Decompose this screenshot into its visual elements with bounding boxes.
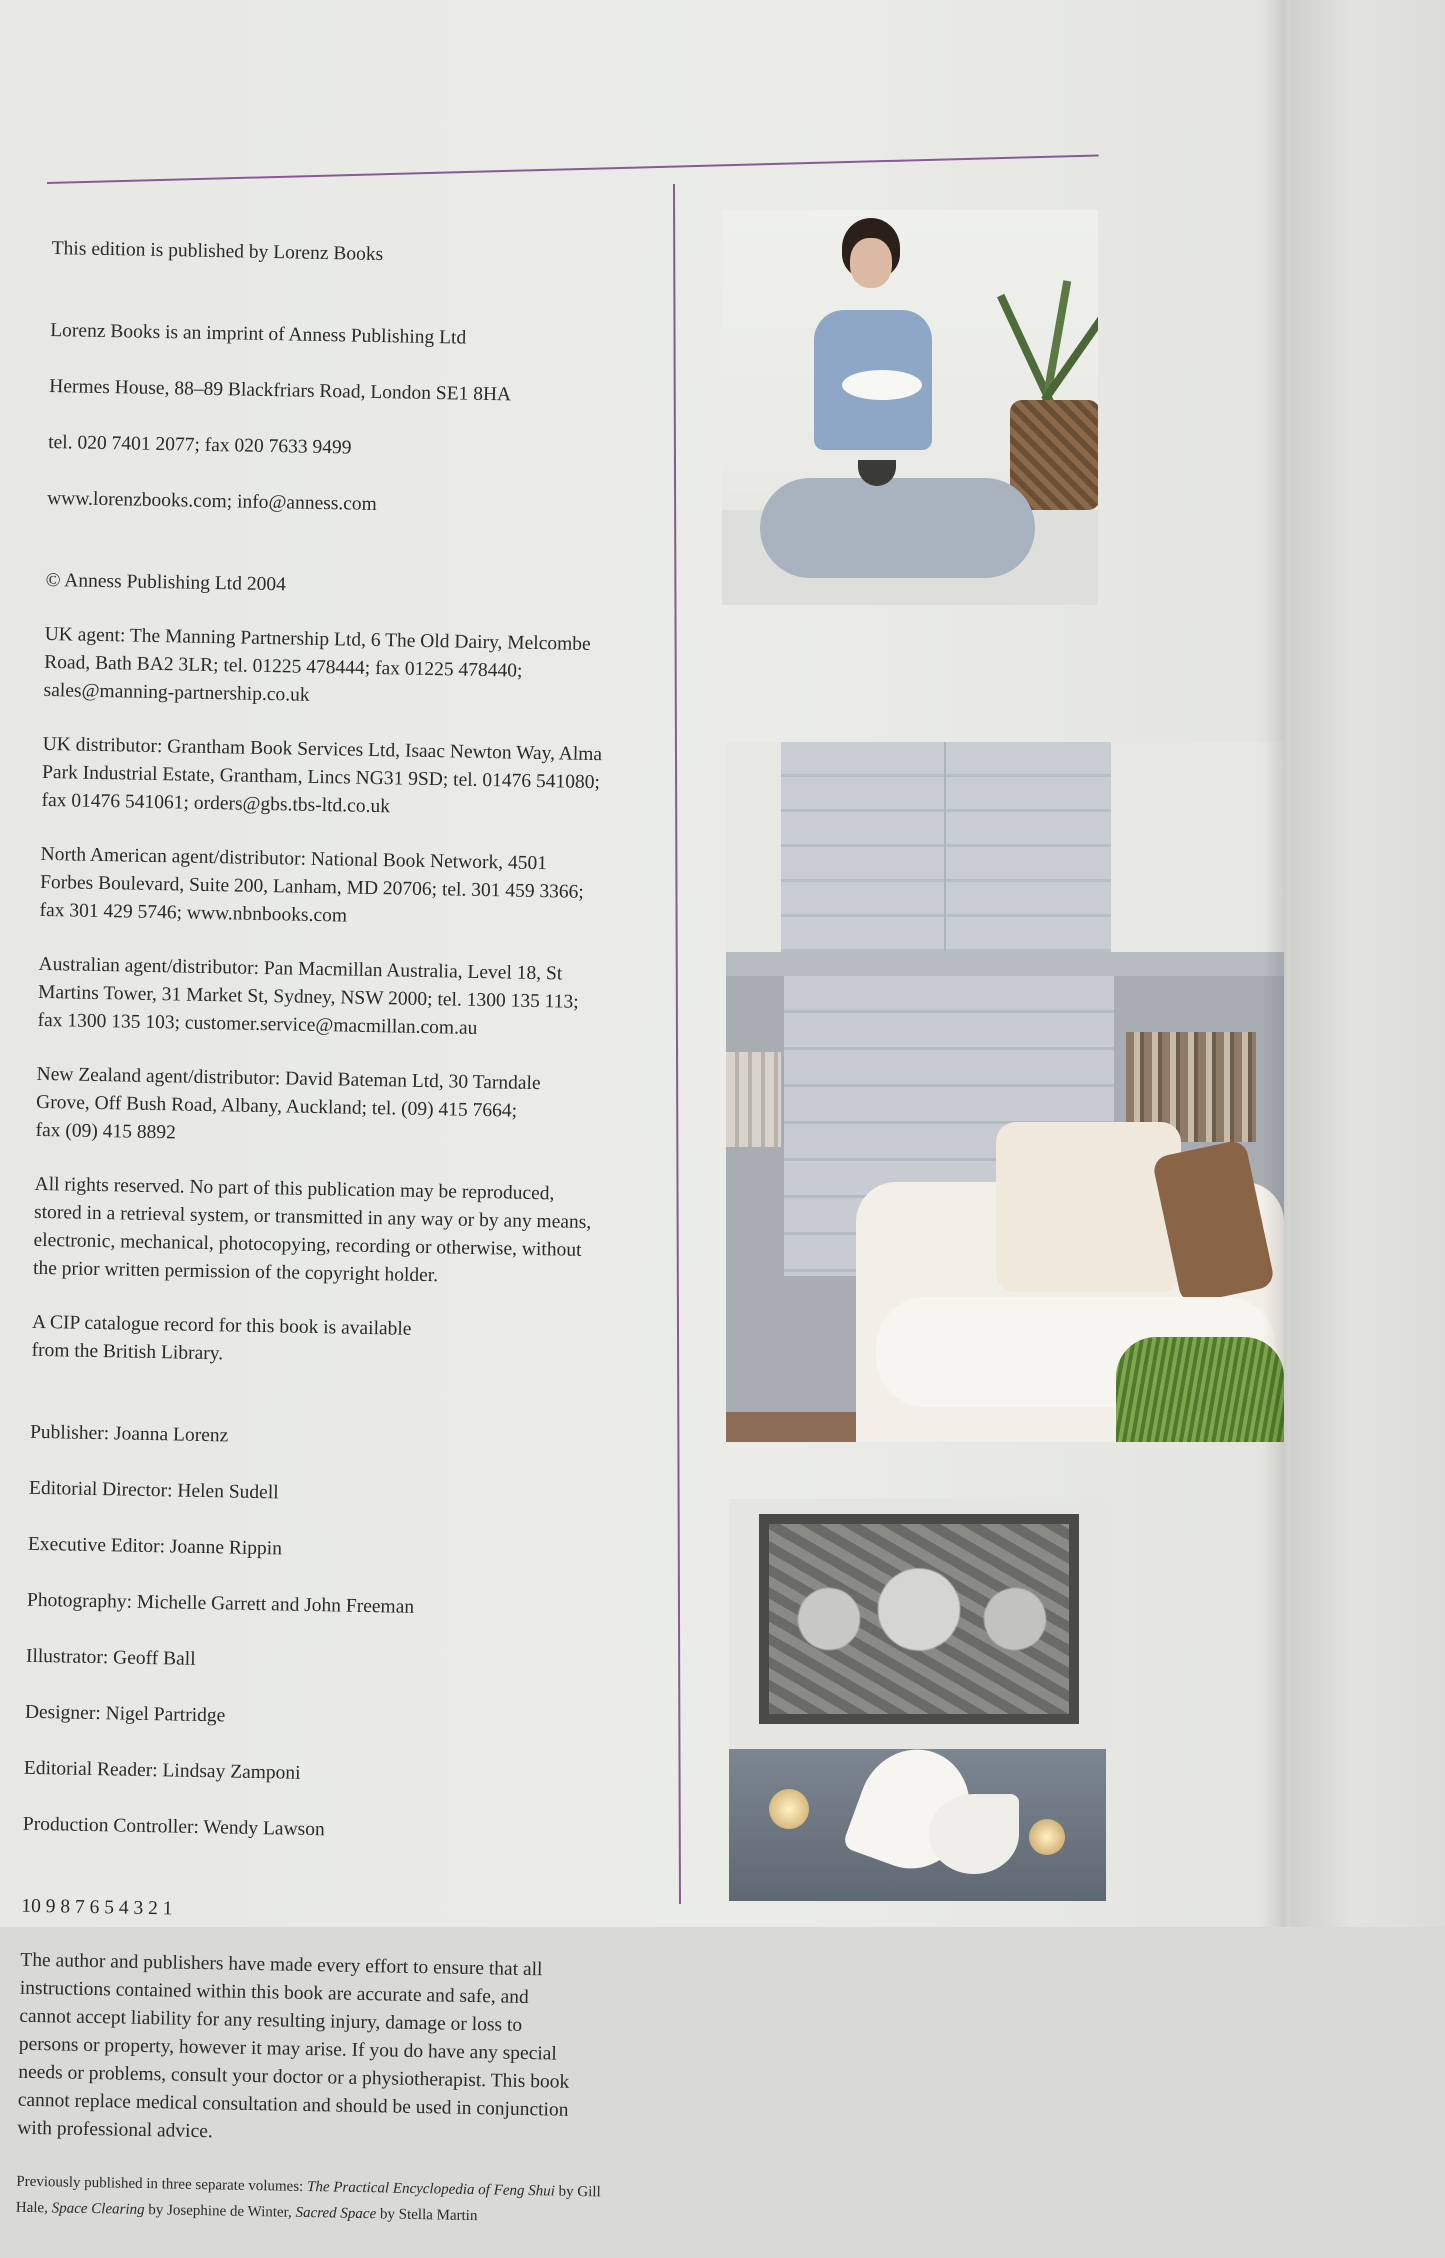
grass-planter [1116, 1337, 1284, 1442]
candle [769, 1789, 809, 1829]
publisher-address [46, 289, 671, 552]
column-divider [673, 184, 681, 1904]
credit-line: Photography: Michelle Garrett and John Freeman [26, 1589, 415, 1618]
publisher-line: Hermes House, 88–89 Blackfriars Road, London SE1 8HA [49, 375, 512, 406]
photo-relief-and-lilies [729, 1499, 1106, 1901]
photo-living-room [726, 742, 1284, 1442]
stone-relief [769, 1524, 1069, 1714]
publisher-line: Lorenz Books is an imprint of Anness Publishing Ltd [50, 319, 467, 349]
agent-north-america: North American agent/distributor: National Book Network, 4501 Forbes Boulevard, Suite 200, Lanham, MD 20706; tel. 301 459 3366; fax 301 429 5746; www.nbnbooks.com [39, 843, 585, 927]
credit-line: Editorial Reader: Lindsay Zamponi [23, 1757, 301, 1784]
feather [842, 370, 922, 400]
bookshelf-books [726, 1052, 781, 1147]
wicker-basket [1010, 400, 1098, 510]
credit-line: Production Controller: Wendy Lawson [22, 1813, 325, 1841]
cushion [996, 1122, 1181, 1292]
footnote-by-1: by Gill Hale, [15, 2183, 601, 2217]
credit-line: Editorial Director: Helen Sudell [28, 1477, 279, 1504]
distributor-uk: UK distributor: Grantham Book Services Ltd, Isaac Newton Way, Alma Park Industrial Estate, Grantham, Lincs NG31 9SD; tel. 01476 541080; fax 01476 541061; orders@gbs.tbs-ltd.co.uk [41, 733, 603, 818]
lily-flower [929, 1794, 1019, 1874]
upper-cabinet [781, 742, 1111, 952]
credit-line: Designer: Nigel Partridge [24, 1701, 226, 1727]
edition-statement: This edition is published by Lorenz Books [51, 237, 384, 266]
previous-publication-note [16, 2169, 637, 2232]
figure-legs [760, 478, 1035, 578]
footnote-title-1: The Practical Encyclopedia of Feng Shui [306, 2179, 556, 2200]
photo-meditating-woman [722, 210, 1098, 605]
footnote-by-3: by Stella Martin [376, 2206, 478, 2225]
adjacent-page-edge [1290, 0, 1445, 1927]
shelf [726, 952, 1284, 976]
agent-australia: Australian agent/distributor: Pan Macmillan Australia, Level 18, St Martins Tower, 31 Market St, Sydney, NSW 2000; tel. 1300 135 113; fax 1300 135 103; customer.service@macmillan.com.au [37, 953, 579, 1039]
disclaimer: The author and publishers have made every effort to ensure that all instructions contained within this book are accurate and safe, and cannot accept liability for any resulting injury, damage or loss to persons or property, however it may arise. If you do have any special needs or problems, consult your doctor or a physiotherapist. This book cannot replace medical consultation and should be used in conjunction with professional advice. [17, 1949, 570, 2143]
rights-statement: All rights reserved. No part of this publication may be reproduced, stored in a retrieval system, or transmitted in any way or by any means, electronic, mechanical, photocopying, recording or otherwise, without the prior written permission of the copyright holder. [32, 1173, 592, 1287]
footnote-by-2: by Josephine de Winter, [144, 2202, 296, 2221]
agent-uk: UK agent: The Manning Partnership Ltd, 6 The Old Dairy, Melcombe Road, Bath BA2 3LR; tel. 01225 478444; fax 01225 478440; sales@manning-partnership.co.uk [43, 623, 591, 706]
imprint-text-column [15, 235, 672, 2258]
footnote-title-3: Sacred Space [295, 2204, 377, 2223]
credit-line: Executive Editor: Joanne Rippin [27, 1533, 283, 1560]
credit-line: Illustrator: Geoff Ball [25, 1645, 196, 1670]
footnote-prefix: Previously published in three separate volumes: [16, 2173, 308, 2196]
top-rule [47, 154, 1099, 184]
cabinet-seam [944, 742, 946, 952]
candle [1029, 1819, 1065, 1855]
publisher-line: www.lorenzbooks.com; info@anness.com [46, 487, 378, 515]
footnote-title-2: Space Clearing [51, 2200, 145, 2219]
agent-new-zealand: New Zealand agent/distributor: David Bateman Ltd, 30 Tarndale Grove, Off Bush Road, Albany, Auckland; tel. (09) 415 7664; fax (09) 415 8892 [35, 1063, 541, 1144]
credit-line: Publisher: Joanna Lorenz [29, 1421, 229, 1447]
copyright-notice: © Anness Publishing Ltd 2004 [45, 569, 286, 596]
publisher-line: tel. 020 7401 2077; fax 020 7633 9499 [48, 431, 352, 459]
credits-list [22, 1391, 651, 1878]
figure-face [850, 238, 892, 288]
cip-statement: A CIP catalogue record for this book is available from the British Library. [31, 1311, 412, 1365]
printing-line: 10 9 8 7 6 5 4 3 2 1 [21, 1895, 173, 1920]
